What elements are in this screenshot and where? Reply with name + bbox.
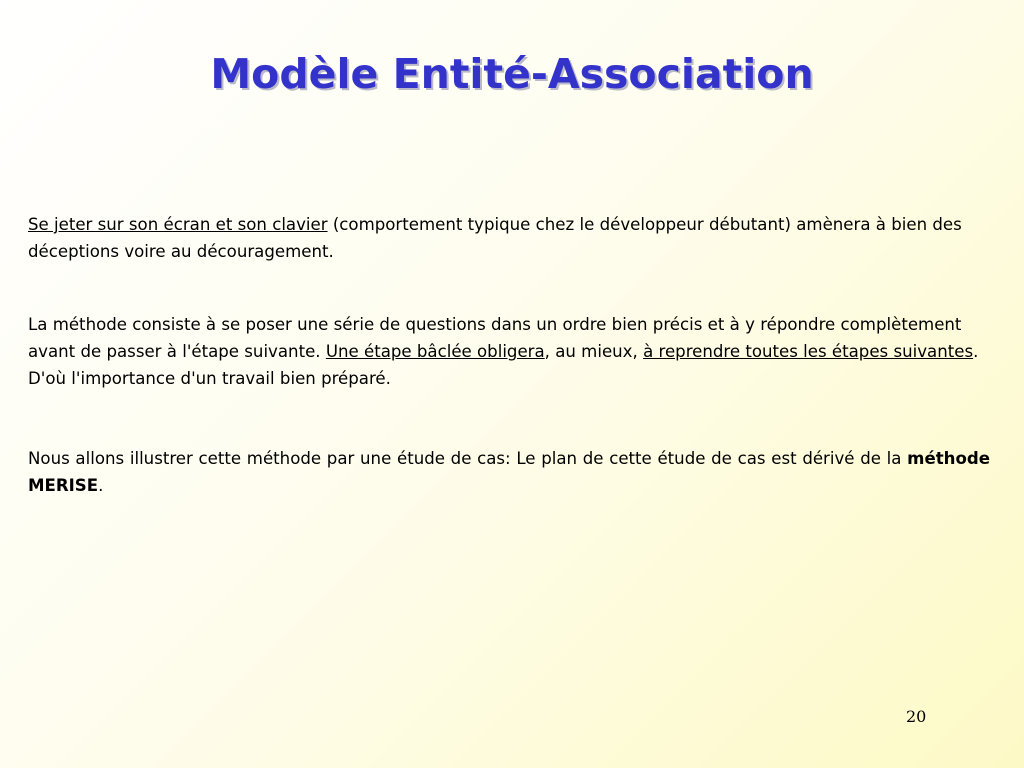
paragraph-1-underlined: Se jeter sur son écran et son clavier <box>28 215 328 234</box>
paragraph-3-text: Nous allons illustrer cette méthode par une étude de cas: Le plan de cette étude de cas est dérivé de la <box>28 449 908 468</box>
paragraph-3-end: . <box>98 476 104 495</box>
page-number: 20 <box>906 707 927 726</box>
paragraph-2-intro: La méthode consiste à se poser une série de questions dans un ordre bien précis et à y répondre complètement avant de passer à l'étape suivante. <box>28 315 962 361</box>
paragraph-1-text: (comportement typique chez le développeur débutant) amènera à bien des déceptions voire au découragement. <box>28 215 962 261</box>
paragraph-1 <box>28 211 990 265</box>
paragraph-2-end: . D'où l'importance d'un travail bien préparé. <box>28 342 979 388</box>
slide-title: Modèle Entité-Association <box>210 50 814 98</box>
paragraph-2 <box>28 311 990 392</box>
paragraph-2-middle: , au mieux, <box>544 342 644 361</box>
paragraph-3 <box>28 445 990 499</box>
paragraph-2-underlined-2: à reprendre toutes les étapes suivantes <box>643 342 974 361</box>
paragraph-3-bold: méthode MERISE <box>28 449 990 495</box>
paragraph-2-underlined-1: Une étape bâclée obligera <box>325 342 545 361</box>
